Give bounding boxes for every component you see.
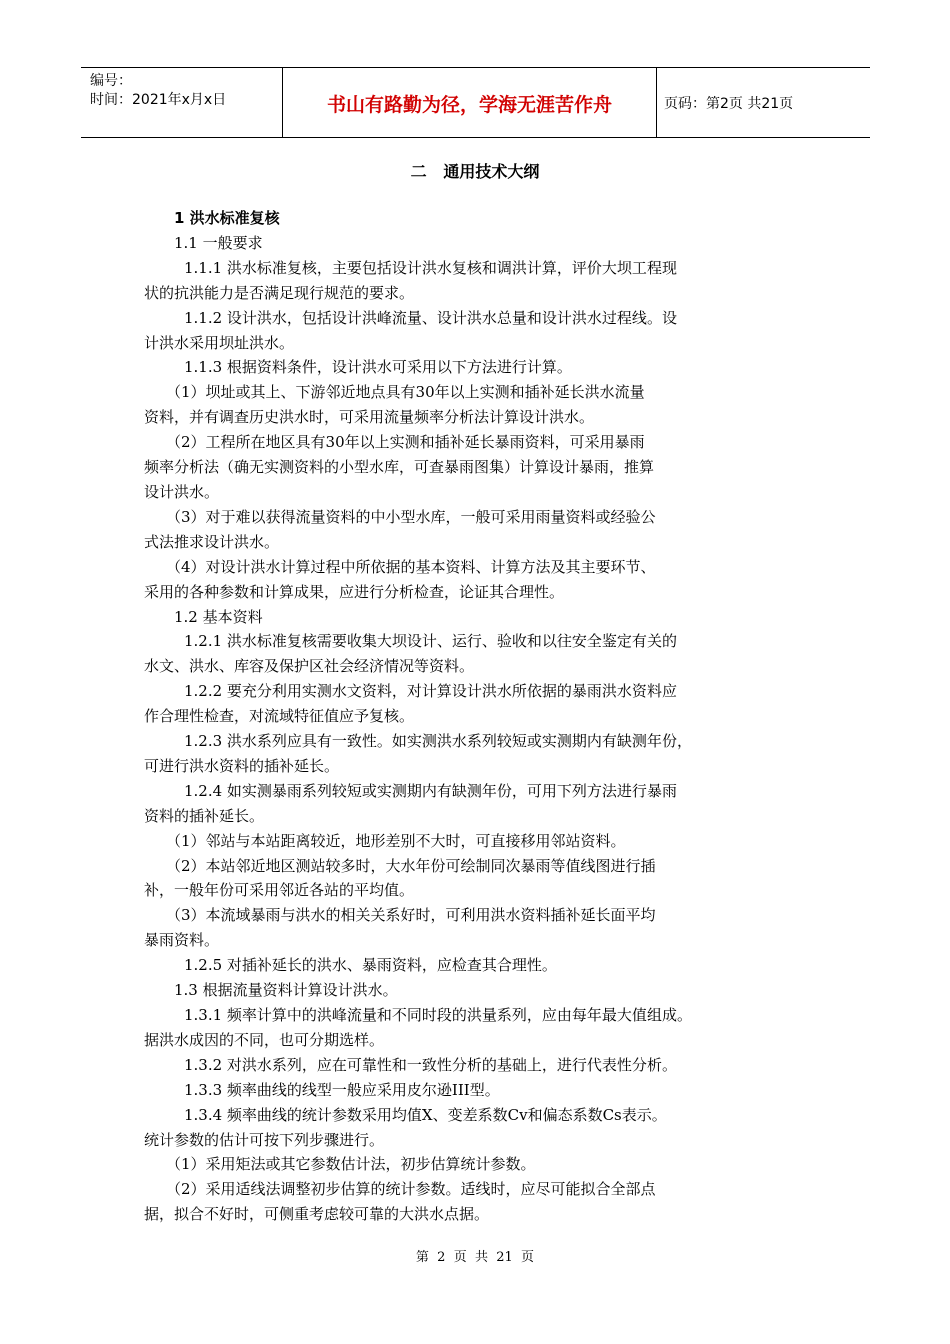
body-line: 可进行洪水资料的插补延长。	[144, 756, 340, 775]
body-line: 统计参数的估计可按下列步骤进行。	[144, 1130, 385, 1149]
body-line: （2）工程所在地区具有30年以上实测和插补延长暴雨资料，可采用暴雨	[166, 433, 645, 452]
document-body	[144, 206, 814, 1227]
body-line: 资料，并有调查历史洪水时，可采用流量频率分析法计算设计洪水。	[144, 408, 595, 427]
body-line: 据，拟合不好时，可侧重考虑较可靠的大洪水点据。	[144, 1205, 490, 1224]
body-line: 1.3.3 频率曲线的线型一般应采用皮尔逊III型。	[184, 1080, 500, 1099]
body-line: （1）坝址或其上、下游邻近地点具有30年以上实测和插补延长洪水流量	[166, 383, 645, 402]
header-page-info: 页码：第2页 共21页	[664, 96, 794, 112]
body-line: （3）对于难以获得流量资料的中小型水库，一般可采用雨量资料或经验公	[166, 507, 656, 526]
document-number-label: 编号：	[90, 73, 132, 89]
body-line: 作合理性检查，对流域特征值应予复核。	[144, 707, 415, 726]
header-page-cell	[657, 68, 870, 137]
body-line: 1.1.1 洪水标准复核，主要包括设计洪水复核和调洪计算，评价大坝工程现	[184, 258, 677, 277]
body-line: 资料的插补延长。	[144, 806, 265, 825]
header-meta-cell	[81, 68, 283, 137]
body-line: （1）采用矩法或其它参数估计法，初步估算统计参数。	[166, 1155, 536, 1174]
body-line: 1.2.5 对插补延长的洪水、暴雨资料，应检查其合理性。	[184, 956, 557, 975]
body-line: 1.2.1 洪水标准复核需要收集大坝设计、运行、验收和以往安全鉴定有关的	[184, 632, 677, 651]
chapter-title: 二 通用技术大纲	[410, 162, 540, 181]
body-line: 水文、洪水、库容及保护区社会经济情况等资料。	[144, 657, 475, 676]
body-line: 据洪水成因的不同，也可分期选样。	[144, 1030, 385, 1049]
body-line: 1.3.1 频率计算中的洪峰流量和不同时段的洪量系列，应由每年最大值组成。	[184, 1006, 692, 1024]
body-line: （2）采用适线法调整初步估算的统计参数。适线时，应尽可能拟合全部点	[166, 1180, 656, 1199]
header-table	[81, 67, 870, 138]
body-line: 补，一般年份可采用邻近各站的平均值。	[144, 881, 415, 900]
header-motto: 书山有路勤为径，学海无涯苦作舟	[326, 94, 612, 116]
body-line: 1.3.2 对洪水系列，应在可靠性和一致性分析的基础上，进行代表性分析。	[184, 1055, 677, 1074]
header-motto-cell	[283, 68, 657, 137]
body-line: 1.2 基本资料	[174, 607, 263, 626]
body-line: 频率分析法（确无实测资料的小型水库，可查暴雨图集）计算设计暴雨，推算	[144, 458, 655, 477]
body-line: （4）对设计洪水计算过程中所依据的基本资料、计算方法及其主要环节、	[166, 557, 656, 576]
body-line: 1.2.2 要充分利用实测水文资料，对计算设计洪水所依据的暴雨洪水资料应	[184, 682, 677, 701]
body-line: （3）本流域暴雨与洪水的相关关系好时，可利用洪水资料插补延长面平均	[166, 906, 656, 925]
page-footer: 第 2 页 共 21 页	[415, 1250, 535, 1265]
body-line: 1.1.3 根据资料条件，设计洪水可采用以下方法进行计算。	[184, 358, 572, 377]
body-line: 1.1 一般要求	[174, 233, 263, 252]
body-line: 1.3 根据流量资料计算设计洪水。	[174, 981, 398, 1000]
body-line: 1.2.3 洪水系列应具有一致性。如实测洪水系列较短或实测期内有缺测年份，	[184, 732, 692, 751]
body-line: 式法推求设计洪水。	[144, 532, 280, 551]
body-line: 1.3.4 频率曲线的统计参数采用均值X、变差系数Cv和偏态系数Cs表示。	[184, 1105, 667, 1124]
document-date: 时间：2021年x月x日	[90, 92, 227, 108]
body-line: 状的抗洪能力是否满足现行规范的要求。	[144, 283, 415, 302]
body-line: （2）本站邻近地区测站较多时，大水年份可绘制同次暴雨等值线图进行插	[166, 856, 656, 875]
body-line: （1）邻站与本站距离较近，地形差别不大时，可直接移用邻站资料。	[166, 831, 626, 850]
body-line: 采用的各种参数和计算成果，应进行分析检查，论证其合理性。	[144, 582, 565, 601]
body-line: 设计洪水。	[144, 482, 220, 501]
body-line: 1.2.4 如实测暴雨系列较短或实测期内有缺测年份，可用下列方法进行暴雨	[184, 781, 677, 800]
body-line: 计洪水采用坝址洪水。	[144, 333, 295, 352]
body-line: 1.1.2 设计洪水，包括设计洪峰流量、设计洪水总量和设计洪水过程线。设	[184, 308, 677, 327]
body-line: 暴雨资料。	[144, 931, 220, 950]
section-heading: 1 洪水标准复核	[174, 209, 280, 227]
